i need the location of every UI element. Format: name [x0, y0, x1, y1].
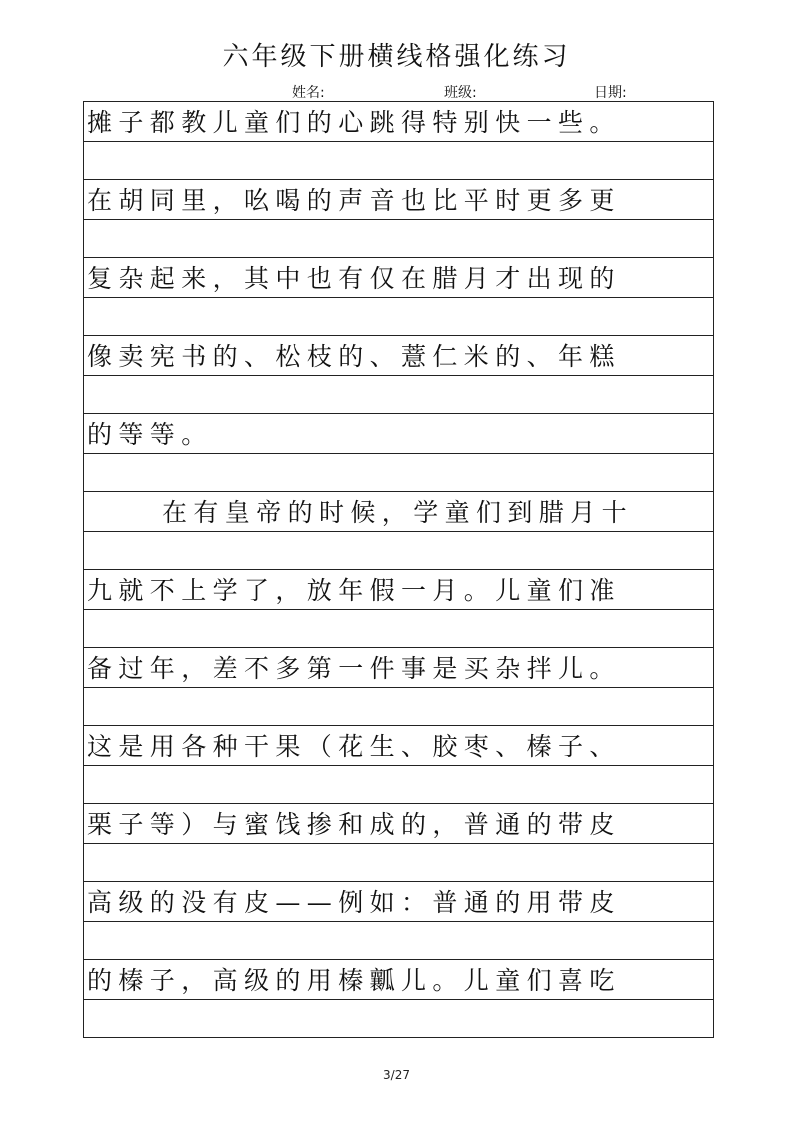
text-line: 像卖宪书的、松枝的、薏仁米的、年糕	[87, 342, 621, 371]
text-line: 高级的没有皮——例如：普通的用带皮	[87, 888, 621, 917]
blank-row	[84, 532, 713, 570]
blank-row	[84, 142, 713, 180]
text-row	[84, 102, 713, 142]
text-line: 这是用各种干果（花生、胶枣、榛子、	[87, 732, 621, 761]
text-line: 栗子等）与蜜饯掺和成的，普通的带皮	[87, 810, 621, 839]
text-line: 九就不上学了，放年假一月。儿童们准	[87, 576, 621, 605]
text-line: 复杂起来，其中也有仅在腊月才出现的	[87, 264, 621, 293]
text-line: 摊子都教儿童们的心跳得特别快一些。	[87, 108, 621, 137]
name-label: 姓名:	[292, 85, 325, 101]
blank-row	[84, 220, 713, 258]
blank-row	[84, 688, 713, 726]
text-line: 的等等。	[87, 420, 213, 449]
text-line: 在有皇帝的时候，学童们到腊月十	[162, 498, 634, 527]
text-row	[84, 570, 713, 610]
text-row	[84, 960, 713, 1000]
blank-row	[84, 454, 713, 492]
text-row	[84, 648, 713, 688]
text-row	[84, 882, 713, 922]
blank-row	[84, 1000, 713, 1038]
text-row	[84, 336, 713, 376]
writing-sheet	[83, 101, 714, 1038]
text-row	[84, 804, 713, 844]
text-line: 在胡同里，吆喝的声音也比平时更多更	[87, 186, 621, 215]
page-number: 3/27	[383, 1068, 410, 1082]
date-label: 日期:	[594, 85, 627, 101]
blank-row	[84, 298, 713, 336]
text-row	[84, 258, 713, 298]
blank-row	[84, 376, 713, 414]
blank-row	[84, 922, 713, 960]
blank-row	[84, 610, 713, 648]
text-row	[84, 180, 713, 220]
blank-row	[84, 844, 713, 882]
text-line: 的榛子，高级的用榛瓤儿。儿童们喜吃	[87, 966, 621, 995]
text-line: 备过年，差不多第一件事是买杂拌儿。	[87, 654, 621, 683]
page-title: 六年级下册横线格强化练习	[222, 42, 571, 72]
class-label: 班级:	[444, 85, 477, 101]
text-row	[84, 726, 713, 766]
text-row	[84, 492, 713, 532]
text-row	[84, 414, 713, 454]
blank-row	[84, 766, 713, 804]
